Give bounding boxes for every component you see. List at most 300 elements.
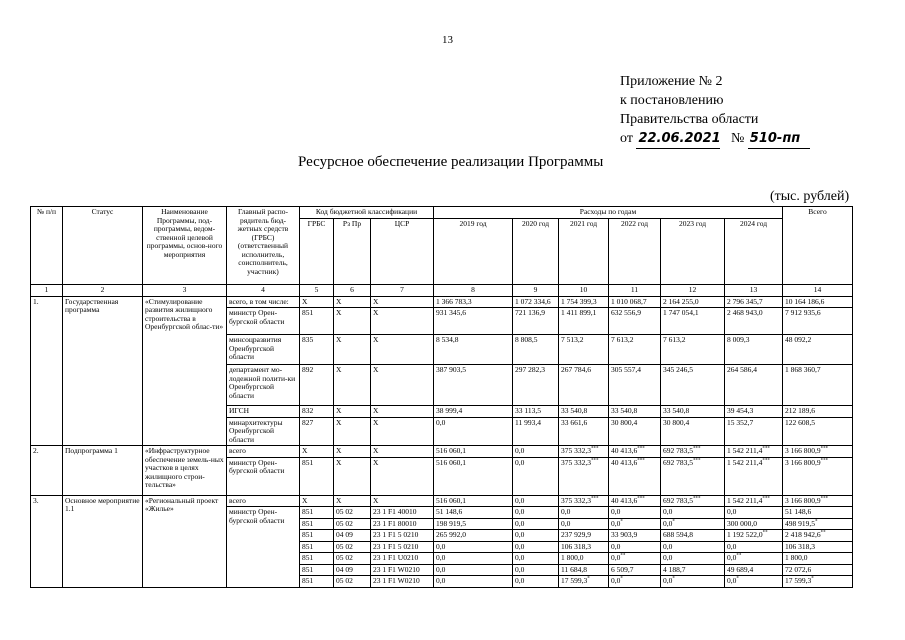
cell-value: 0,0 <box>611 576 621 585</box>
table-cell: 0,0 <box>513 495 559 507</box>
table-cell: 851 <box>300 518 334 530</box>
col-num: 8 <box>434 285 513 297</box>
cell-value: 17 599,3 <box>561 576 588 585</box>
table-cell: 851 <box>300 507 334 519</box>
footnote-mark: ** <box>620 553 626 559</box>
table-cell <box>513 576 559 588</box>
table-cell: 851 <box>300 564 334 576</box>
footnote-mark: *** <box>693 458 701 463</box>
appendix-line-government: Правительства области <box>620 112 759 127</box>
cell-value: 11 684,8 <box>561 564 587 574</box>
table-cell <box>661 541 725 553</box>
cell-value: 1 800,0 <box>561 553 584 562</box>
table-cell <box>783 507 853 519</box>
table-cell <box>725 564 783 576</box>
table-cell: всего, в том числе: <box>227 296 300 308</box>
table-cell: Х <box>334 495 371 507</box>
cell-value: 0,0 <box>436 553 446 562</box>
table-cell <box>725 530 783 542</box>
table-cell <box>661 495 725 507</box>
table-cell <box>559 541 609 553</box>
table-cell: Х <box>334 457 371 495</box>
cell-value: 692 783,5 <box>663 446 693 455</box>
table-cell: 8 808,5 <box>513 335 559 365</box>
table-cell: Х <box>371 365 434 406</box>
cell-value: 0,0 <box>663 507 673 516</box>
cell-value: 0,0 <box>727 507 737 516</box>
table-cell: 8 534,8 <box>434 335 513 365</box>
footnote-mark: ** <box>820 530 826 536</box>
table-cell: 832 <box>300 406 334 418</box>
table-cell <box>434 530 513 542</box>
table-cell <box>725 518 783 530</box>
table-cell: 33 113,5 <box>513 406 559 418</box>
table-cell <box>559 507 609 519</box>
table-cell <box>725 553 783 565</box>
resource-table <box>30 206 853 588</box>
col-num: 6 <box>334 285 371 297</box>
footnote-mark: * <box>620 576 623 582</box>
table-cell: 7 613,2 <box>609 335 661 365</box>
table-cell: 1. <box>31 296 63 446</box>
cell-value: 300 000,0 <box>727 518 757 528</box>
table-cell: 0,0 <box>513 457 559 495</box>
cell-value: 0,0 <box>436 541 446 551</box>
table-cell <box>559 564 609 576</box>
units-label: (тыс. рублей) <box>770 189 850 204</box>
table-cell <box>559 518 609 530</box>
footnote-mark: *** <box>693 446 701 452</box>
table-cell: 04 09 <box>334 564 371 576</box>
table-cell: департамент мо-лодежной полити-ки Оренбургской области <box>227 365 300 406</box>
cell-value: 4 188,7 <box>663 564 686 574</box>
table-cell: Х <box>300 296 334 308</box>
table-cell: 267 784,6 <box>559 365 609 406</box>
col-name-header: Наименование Программы, под-программы, ведом-ственной целевой программы, основ-ного мероприятия <box>143 207 227 285</box>
cell-value: 0,0 <box>611 541 621 551</box>
table-cell <box>609 576 661 588</box>
cell-value: 0,0 <box>515 576 525 585</box>
table-cell: 33 540,8 <box>661 406 725 418</box>
cell-value: 1 192 522,0 <box>727 530 763 539</box>
footnote-mark: * <box>672 519 675 524</box>
table-cell <box>434 541 513 553</box>
table-cell: 122 608,5 <box>783 417 853 446</box>
col-num: 11 <box>609 285 661 297</box>
table-cell: 23 1 F1 5 0210 <box>371 541 434 553</box>
table-cell: Х <box>371 495 434 507</box>
table-cell: 15 352,7 <box>725 417 783 446</box>
col-num: 13 <box>725 285 783 297</box>
table-cell: 1 747 054,1 <box>661 308 725 335</box>
footnote-mark: *** <box>820 458 829 463</box>
table-cell: 7 513,2 <box>559 335 609 365</box>
footnote-mark: * <box>672 576 675 582</box>
cell-value: 3 166 800,9 <box>785 457 821 467</box>
cell-value: 0,0 <box>515 541 525 551</box>
table-cell: «Инфраструктурное обеспечение земель-ных участков в целях жилищного строи-тельства» <box>143 446 227 496</box>
table-cell <box>783 576 853 588</box>
table-cell: Х <box>334 446 371 458</box>
table-cell <box>783 553 853 565</box>
table-cell <box>513 564 559 576</box>
cell-value: 0,0 <box>611 518 621 528</box>
table-cell: 516 060,1 <box>434 495 513 507</box>
main-activity-section <box>31 495 853 587</box>
footnote-mark: ** <box>762 530 768 536</box>
col-num: 12 <box>661 285 725 297</box>
cell-value: 1 800,0 <box>785 553 808 562</box>
footnote-mark: *** <box>591 496 599 501</box>
table-cell <box>725 541 783 553</box>
cell-value: 72 072,6 <box>785 564 812 574</box>
col-num: 7 <box>371 285 434 297</box>
table-cell: 827 <box>300 417 334 446</box>
table-cell: ИГСН <box>227 406 300 418</box>
cell-value: 0,0 <box>663 553 673 562</box>
footnote-mark: ** <box>736 553 742 559</box>
cell-value: 49 689,4 <box>727 564 754 574</box>
table-cell: Х <box>371 308 434 335</box>
table-cell <box>559 446 609 458</box>
cell-value: 40 413,6 <box>611 457 638 467</box>
cell-value: 0,0 <box>436 576 446 585</box>
cell-value: 33 903,9 <box>611 530 638 539</box>
footnote-mark: *** <box>591 458 599 463</box>
cell-value: 688 594,8 <box>663 530 693 539</box>
table-cell: 721 136,9 <box>513 308 559 335</box>
table-cell <box>783 541 853 553</box>
table-cell <box>661 518 725 530</box>
table-cell <box>783 446 853 458</box>
cell-value: 6 509,7 <box>611 564 634 574</box>
decree-date-number <box>620 129 810 149</box>
table-cell: 33 540,8 <box>559 406 609 418</box>
col-num: 2 <box>63 285 143 297</box>
table-cell: 48 092,2 <box>783 335 853 365</box>
subprogram-section <box>31 446 853 496</box>
table-cell <box>609 457 661 495</box>
cell-value: 0,0 <box>727 576 737 585</box>
col-num: 3 <box>143 285 227 297</box>
table-cell: минсоцразвития Оренбургской области <box>227 335 300 365</box>
col-no-header: № п/п <box>31 207 63 285</box>
table-cell: 23 1 F1 W0210 <box>371 564 434 576</box>
decree-date: 22.06.2021 <box>636 129 720 149</box>
table-cell: 851 <box>300 530 334 542</box>
table-cell <box>434 507 513 519</box>
table-cell <box>559 457 609 495</box>
table-cell: 30 800,4 <box>609 417 661 446</box>
cell-value: 692 783,5 <box>663 495 693 505</box>
cell-value: 0,0 <box>515 518 525 528</box>
subcol-2023: 2023 год <box>661 218 725 285</box>
table-cell: 10 164 186,6 <box>783 296 853 308</box>
table-cell <box>725 576 783 588</box>
table-cell: 33 540,8 <box>609 406 661 418</box>
table-cell: всего <box>227 495 300 507</box>
table-cell: 23 1 F1 W0210 <box>371 576 434 588</box>
table-cell: 305 557,4 <box>609 365 661 406</box>
table-cell <box>513 530 559 542</box>
table-cell: Х <box>334 296 371 308</box>
subcol-2021: 2021 год <box>559 218 609 285</box>
table-cell: Х <box>334 417 371 446</box>
cell-value: 237 929,9 <box>561 530 591 539</box>
appendix-line-decree: к постановлению <box>620 93 724 108</box>
footnote-mark: * <box>811 576 814 582</box>
col-num: 5 <box>300 285 334 297</box>
table-cell: министр Орен-бургской области <box>227 507 300 588</box>
table-cell: Х <box>334 365 371 406</box>
table-cell <box>609 530 661 542</box>
table-cell: 0,0 <box>513 446 559 458</box>
table-cell <box>783 564 853 576</box>
table-cell <box>434 553 513 565</box>
col-num: 9 <box>513 285 559 297</box>
table-cell: 1 754 399,3 <box>559 296 609 308</box>
table-cell: Х <box>371 296 434 308</box>
table-cell: 516 060,1 <box>434 446 513 458</box>
col-num: 4 <box>227 285 300 297</box>
table-cell: 835 <box>300 335 334 365</box>
header-row-1 <box>31 207 853 219</box>
appendix-title: Приложение № 2 <box>620 74 723 89</box>
footnote-mark: *** <box>693 496 701 501</box>
cell-value: 17 599,3 <box>785 576 812 585</box>
table-cell: 851 <box>300 308 334 335</box>
table-cell: 1 411 899,1 <box>559 308 609 335</box>
table-cell: 931 345,6 <box>434 308 513 335</box>
appendix-block <box>620 72 810 149</box>
cell-value: 1 542 211,4 <box>727 446 763 455</box>
cell-value: 0,0 <box>727 541 737 551</box>
cell-value: 0,0 <box>611 553 621 562</box>
table-cell: Государственная программа <box>63 296 143 446</box>
table-cell <box>725 457 783 495</box>
cell-value: 0,0 <box>663 518 673 528</box>
cell-value: 106 318,3 <box>785 541 815 551</box>
col-grbs-header: Главный распо-рядитель бюд-жетных средств (ГРБС) (ответственный исполнитель, соисполнитель, участник) <box>227 207 300 285</box>
column-numbers-row <box>31 285 853 297</box>
table-cell: 11 993,4 <box>513 417 559 446</box>
table-cell: 387 903,5 <box>434 365 513 406</box>
table-cell <box>434 564 513 576</box>
table-cell <box>559 553 609 565</box>
table-cell: 851 <box>300 541 334 553</box>
table-cell <box>513 541 559 553</box>
footnote-mark: *** <box>762 496 770 501</box>
table-cell: Х <box>371 406 434 418</box>
table-cell <box>783 530 853 542</box>
table-cell: 1 072 334,6 <box>513 296 559 308</box>
table-cell <box>559 576 609 588</box>
footnote-mark: *** <box>762 446 770 452</box>
table-cell <box>513 507 559 519</box>
table-cell: 05 02 <box>334 518 371 530</box>
table-cell: 264 586,4 <box>725 365 783 406</box>
table-row <box>31 446 853 458</box>
cell-value: 375 332,3 <box>561 446 591 455</box>
table-cell <box>559 495 609 507</box>
table-cell: 04 09 <box>334 530 371 542</box>
table-cell: 851 <box>300 553 334 565</box>
program-section <box>31 296 853 446</box>
table-cell: 30 800,4 <box>661 417 725 446</box>
table-cell <box>609 553 661 565</box>
table-cell <box>513 518 559 530</box>
table-cell: «Стимулирование развития жилищного строительства в Оренбургской облас-ти» <box>143 296 227 446</box>
cell-value: 51 148,6 <box>785 507 812 516</box>
table-cell: 892 <box>300 365 334 406</box>
document-title: Ресурсное обеспечение реализации Программы <box>298 154 604 170</box>
table-cell: 23 1 F1 40010 <box>371 507 434 519</box>
table-cell <box>609 495 661 507</box>
table-cell <box>609 507 661 519</box>
table-cell <box>783 495 853 507</box>
cell-value: 0,0 <box>515 564 525 574</box>
cell-value: 375 332,3 <box>561 495 591 505</box>
table-cell: Основное мероприятие 1.1 <box>63 495 143 587</box>
cell-value: 3 166 800,9 <box>785 446 821 455</box>
table-cell <box>661 576 725 588</box>
col-expenses-header: Расходы по годам <box>434 207 783 219</box>
table-cell: Х <box>371 446 434 458</box>
col-num: 10 <box>559 285 609 297</box>
cell-value: 40 413,6 <box>611 446 638 455</box>
footnote-mark: *** <box>762 458 770 463</box>
table-cell: «Региональный проект «Жилье» <box>143 495 227 587</box>
table-cell: Х <box>334 335 371 365</box>
table-cell <box>559 530 609 542</box>
cell-value: 498 919,5 <box>785 518 815 528</box>
number-label: № <box>730 131 745 146</box>
col-status-header: Статус <box>63 207 143 285</box>
table-cell: Х <box>371 457 434 495</box>
table-cell: 39 454,3 <box>725 406 783 418</box>
table-cell: 2 796 345,7 <box>725 296 783 308</box>
subcol-csr: ЦСР <box>371 218 434 285</box>
table-cell: 212 189,6 <box>783 406 853 418</box>
cell-value: 0,0 <box>515 530 525 539</box>
table-cell: 2 164 255,0 <box>661 296 725 308</box>
table-cell: 2 468 943,0 <box>725 308 783 335</box>
cell-value: 0,0 <box>561 518 571 528</box>
table-cell <box>609 541 661 553</box>
col-budget-code-header: Код бюджетной классификации <box>300 207 434 219</box>
table-cell: Х <box>334 308 371 335</box>
footnote-mark: *** <box>820 446 829 452</box>
cell-value: 0,0 <box>515 507 525 516</box>
table-cell: 33 661,6 <box>559 417 609 446</box>
cell-value: 375 332,3 <box>561 457 591 467</box>
table-cell: министр Орен-бургской области <box>227 308 300 335</box>
footnote-mark: *** <box>591 446 599 452</box>
cell-value: 198 919,5 <box>436 518 466 528</box>
table-cell: 516 060,1 <box>434 457 513 495</box>
subcol-grbs: ГРБС <box>300 218 334 285</box>
cell-value: 40 413,6 <box>611 495 638 505</box>
col-num: 1 <box>31 285 63 297</box>
table-cell: Х <box>371 335 434 365</box>
subcol-2019: 2019 год <box>434 218 513 285</box>
table-cell <box>661 507 725 519</box>
table-cell: Х <box>300 446 334 458</box>
cell-value: 106 318,3 <box>561 541 591 551</box>
table-cell <box>609 446 661 458</box>
cell-value: 265 992,0 <box>436 530 466 539</box>
subcol-2022: 2022 год <box>609 218 661 285</box>
table-row <box>31 296 853 308</box>
table-cell: 1 868 360,7 <box>783 365 853 406</box>
table-cell: 851 <box>300 457 334 495</box>
table-cell: 23 1 F1 U0210 <box>371 553 434 565</box>
table-cell: 23 1 F1 5 0210 <box>371 530 434 542</box>
table-cell: Подпрограмма 1 <box>63 446 143 496</box>
cell-value: 2 418 942,6 <box>785 530 821 539</box>
table-cell <box>783 457 853 495</box>
table-cell: 1 010 068,7 <box>609 296 661 308</box>
subcol-2020: 2020 год <box>513 218 559 285</box>
table-cell: 7 912 935,6 <box>783 308 853 335</box>
table-cell <box>725 495 783 507</box>
table-cell <box>513 553 559 565</box>
table-cell <box>725 446 783 458</box>
table-cell: 05 02 <box>334 541 371 553</box>
table-cell: 7 613,2 <box>661 335 725 365</box>
table-cell: 2. <box>31 446 63 496</box>
footnote-mark: * <box>736 576 739 582</box>
table-cell <box>661 446 725 458</box>
table-cell: 851 <box>300 576 334 588</box>
cell-value: 0,0 <box>561 507 571 516</box>
table-cell: 0,0 <box>434 417 513 446</box>
cell-value: 0,0 <box>663 576 673 585</box>
table-cell: 05 02 <box>334 507 371 519</box>
table-cell <box>661 457 725 495</box>
table-cell <box>609 564 661 576</box>
table-cell: Х <box>334 406 371 418</box>
subcol-2024: 2024 год <box>725 218 783 285</box>
col-total-header: Всего <box>783 207 853 285</box>
footnote-mark: *** <box>637 458 645 463</box>
footnote-mark: * <box>587 576 590 582</box>
cell-value: 3 166 800,9 <box>785 495 821 505</box>
col-num: 14 <box>783 285 853 297</box>
subcol-rzpr: Рз Пр <box>334 218 371 285</box>
table-cell: 1 366 783,3 <box>434 296 513 308</box>
footnote-mark: *** <box>637 446 645 452</box>
table-cell: всего <box>227 446 300 458</box>
footnote-mark: *** <box>637 496 645 501</box>
cell-value: 51 148,6 <box>436 507 463 516</box>
table-cell: 23 1 F1 80010 <box>371 518 434 530</box>
page-number: 13 <box>442 34 453 46</box>
table-cell: 345 246,5 <box>661 365 725 406</box>
table-cell <box>609 518 661 530</box>
table-cell <box>434 518 513 530</box>
decree-number: 510-пп <box>748 129 810 149</box>
table-cell: 38 999,4 <box>434 406 513 418</box>
table-cell: 05 02 <box>334 576 371 588</box>
cell-value: 0,0 <box>727 553 737 562</box>
from-label: от <box>620 131 633 146</box>
table-cell: 632 556,9 <box>609 308 661 335</box>
footnote-mark: * <box>620 519 623 524</box>
table-cell <box>661 530 725 542</box>
table-cell <box>783 518 853 530</box>
table-cell <box>725 507 783 519</box>
